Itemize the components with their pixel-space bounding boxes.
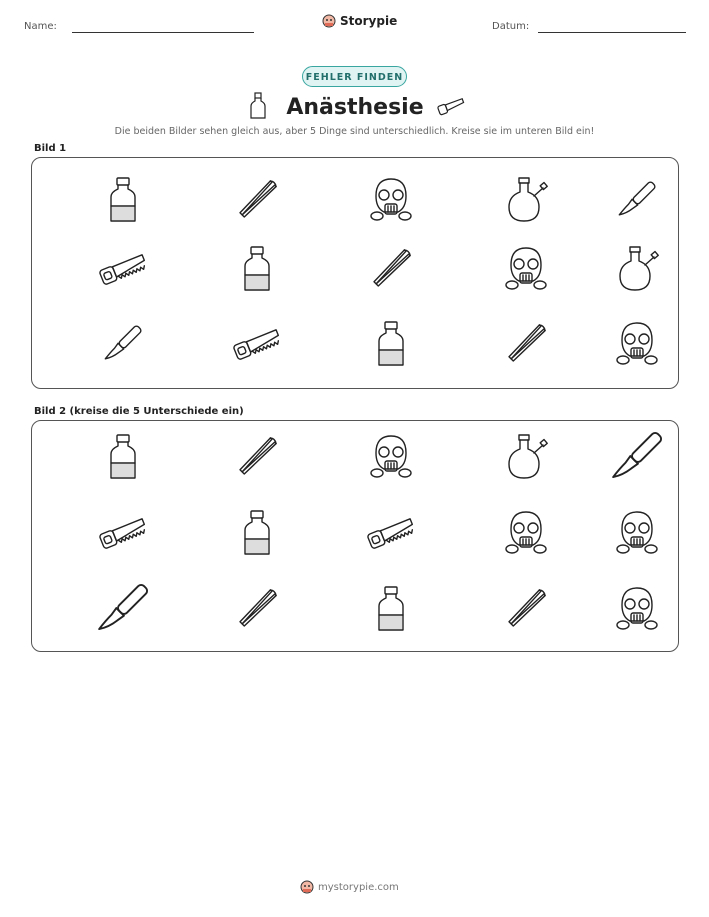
page-title: Anästhesie	[286, 95, 424, 120]
bottle-icon	[93, 170, 153, 230]
tweezers-icon[interactable]	[227, 579, 287, 639]
instructions: Die beiden Bilder sehen gleich aus, aber 5 Dinge sind unterschiedlich. Kreise sie im unteren Bild ein!	[114, 126, 595, 137]
flask-icon[interactable]	[496, 427, 556, 487]
storypie-logo-icon	[300, 880, 314, 894]
picture-2-panel[interactable]	[31, 420, 679, 652]
scalpel-icon[interactable]	[607, 427, 667, 487]
date-label: Datum:	[492, 21, 530, 32]
saw-icon	[93, 239, 153, 299]
tweezers-icon[interactable]	[227, 427, 287, 487]
gas-mask-icon	[361, 170, 421, 230]
footer	[300, 880, 410, 894]
footer-url[interactable]: mystorypie.com	[318, 881, 399, 893]
bottle-icon	[227, 239, 287, 299]
tweezers-icon	[361, 239, 421, 299]
saw-icon[interactable]	[93, 503, 153, 563]
scalpel-icon	[607, 170, 667, 230]
bottle-icon[interactable]	[93, 427, 153, 487]
bottle-icon	[361, 314, 421, 374]
bottle-icon[interactable]	[227, 503, 287, 563]
gas-mask-icon[interactable]	[607, 503, 667, 563]
picture-1-panel	[31, 157, 679, 389]
date-line[interactable]	[538, 32, 686, 33]
storypie-logo-icon	[322, 14, 336, 28]
bottle-icon[interactable]	[361, 579, 421, 639]
name-line[interactable]	[72, 32, 254, 33]
gas-mask-icon[interactable]	[496, 503, 556, 563]
puzzle-type-badge: FEHLER FINDEN	[302, 66, 407, 87]
picture-1-label: Bild 1	[34, 143, 67, 154]
saw-icon	[436, 96, 466, 116]
gas-mask-icon	[496, 239, 556, 299]
saw-icon	[227, 314, 287, 374]
saw-icon[interactable]	[361, 503, 421, 563]
brand-logo	[322, 14, 397, 28]
flask-icon	[496, 170, 556, 230]
tweezers-icon	[227, 170, 287, 230]
brand-name: Storypie	[340, 14, 398, 28]
tweezers-icon[interactable]	[496, 579, 556, 639]
scalpel-icon[interactable]	[93, 579, 153, 639]
flask-icon	[607, 239, 667, 299]
scalpel-icon	[93, 314, 153, 374]
gas-mask-icon	[607, 314, 667, 374]
gas-mask-icon[interactable]	[607, 579, 667, 639]
name-label: Name:	[24, 21, 57, 32]
tweezers-icon	[496, 314, 556, 374]
gas-mask-icon[interactable]	[361, 427, 421, 487]
picture-2-label: Bild 2 (kreise die 5 Unterschiede ein)	[34, 406, 244, 417]
